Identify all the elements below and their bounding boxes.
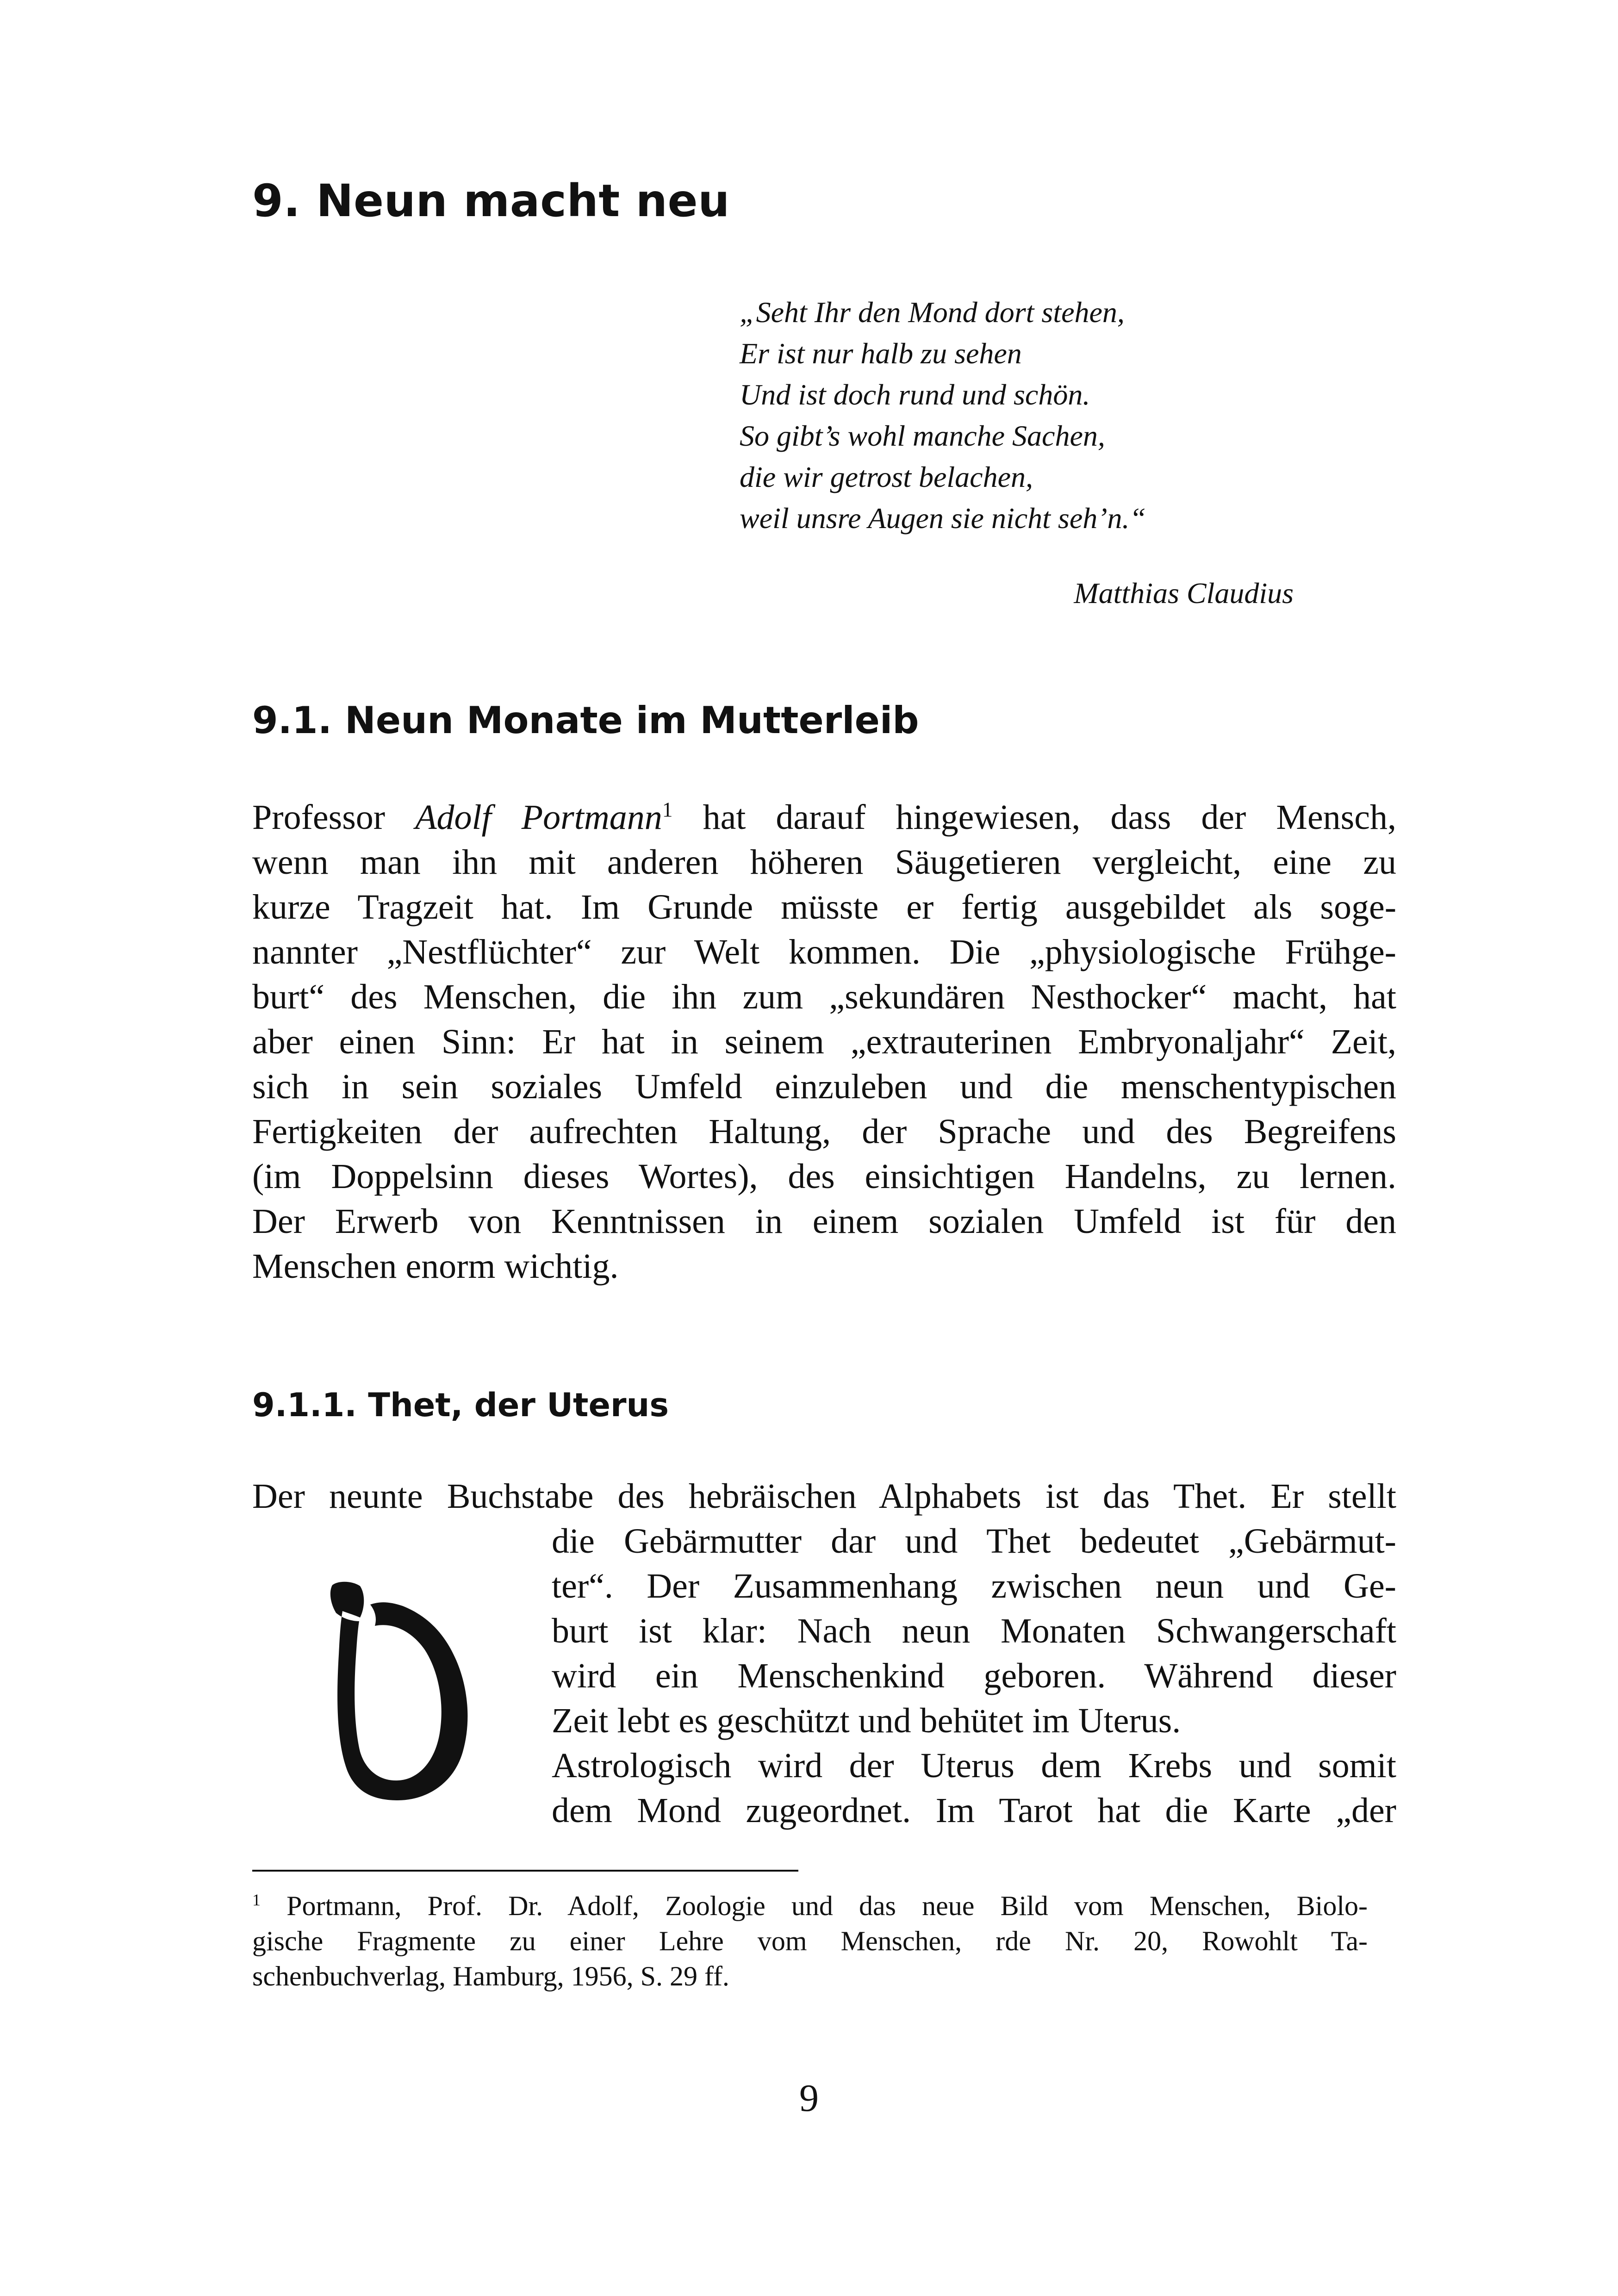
text-line: wenn man ihn mit anderen höheren Säugetieren vergleicht, eine zu xyxy=(252,843,1396,882)
person-name: Adolf Portmann xyxy=(415,798,662,837)
wrapped-paragraph xyxy=(552,1519,1396,1833)
text-line: ter“. Der Zusammenhang zwischen neun und Ge- xyxy=(552,1567,1396,1605)
text-line: Der neunte Buchstabe des hebräischen Alphabets ist das Thet. Er stellt xyxy=(252,1477,1396,1516)
text-line: wird ein Menschenkind geboren. Während dieser xyxy=(552,1656,1396,1695)
text-span: hat darauf hingewiesen, dass der Mensch, xyxy=(672,798,1396,837)
text-line: burt ist klar: Nach neun Monaten Schwangerschaft xyxy=(552,1612,1396,1650)
text-span: Professor xyxy=(252,798,416,837)
footnote-reference[interactable]: 1 xyxy=(662,797,673,821)
text-line: burt“ des Menschen, die ihn zum „sekundären Nesthocker“ macht, hat xyxy=(252,977,1396,1016)
text-line: aber einen Sinn: Er hat in seinem „extrauterinen Embryonaljahr“ Zeit, xyxy=(252,1022,1396,1061)
text-line: kurze Tragzeit hat. Im Grunde müsste er fertig ausgebildet als soge- xyxy=(252,888,1396,927)
quote-author: Matthias Claudius xyxy=(1074,577,1294,610)
quote-line: „Seht Ihr den Mond dort stehen, xyxy=(740,296,1125,329)
text-line: Astrologisch wird der Uterus dem Krebs und somit xyxy=(552,1746,1396,1785)
epigraph-quote xyxy=(740,292,1341,539)
footnote-divider xyxy=(252,1870,798,1872)
quote-line: Und ist doch rund und schön. xyxy=(740,378,1090,411)
text-line: dem Mond zugeordnet. Im Tarot hat die Karte „der xyxy=(552,1791,1396,1830)
quote-line: Er ist nur halb zu sehen xyxy=(740,337,1022,370)
hebrew-letter-thet-icon xyxy=(305,1567,481,1807)
text-line xyxy=(252,795,1396,840)
text-span: Portmann, Prof. Dr. Adolf, Zoologie und das neue Bild vom Menschen, Biolo- xyxy=(261,1891,1368,1921)
text-line xyxy=(252,1888,1368,1923)
text-line: schenbuchverlag, Hamburg, 1956, S. 29 ff. xyxy=(252,1961,729,1991)
subsection-first-line xyxy=(252,1474,1396,1519)
text-line: nannter „Nestflüchter“ zur Welt kommen. Die „physiologische Frühge- xyxy=(252,933,1396,971)
text-line: Zeit lebt es geschützt und behütet im Uterus. xyxy=(552,1701,1181,1740)
body-paragraph xyxy=(252,795,1396,1289)
text-line: sich in sein soziales Umfeld einzuleben und die menschentypischen xyxy=(252,1067,1396,1106)
chapter-title: 9. Neun macht neu xyxy=(252,175,730,227)
subsection-title: 9.1.1. Thet, der Uterus xyxy=(252,1386,669,1424)
text-line: gische Fragmente zu einer Lehre vom Menschen, rde Nr. 20, Rowohlt Ta- xyxy=(252,1926,1368,1956)
quote-line: weil unsre Augen sie nicht seh’n.“ xyxy=(740,502,1146,535)
quote-line: die wir getrost belachen, xyxy=(740,460,1033,493)
footnote xyxy=(252,1888,1368,1994)
section-title: 9.1. Neun Monate im Mutterleib xyxy=(252,699,919,742)
text-line: (im Doppelsinn dieses Wortes), des einsichtigen Handelns, zu lernen. xyxy=(252,1157,1396,1196)
text-line: die Gebärmutter dar und Thet bedeutet „Gebärmut- xyxy=(552,1522,1396,1561)
text-line: Der Erwerb von Kenntnissen in einem sozialen Umfeld ist für den xyxy=(252,1202,1396,1241)
page-number: 9 xyxy=(799,2077,819,2120)
text-line: Fertigkeiten der aufrechten Haltung, der Sprache und des Begreifens xyxy=(252,1112,1396,1151)
quote-line: So gibt’s wohl manche Sachen, xyxy=(740,419,1105,452)
text-line: Menschen enorm wichtig. xyxy=(252,1247,619,1286)
footnote-mark: 1 xyxy=(252,1891,261,1909)
